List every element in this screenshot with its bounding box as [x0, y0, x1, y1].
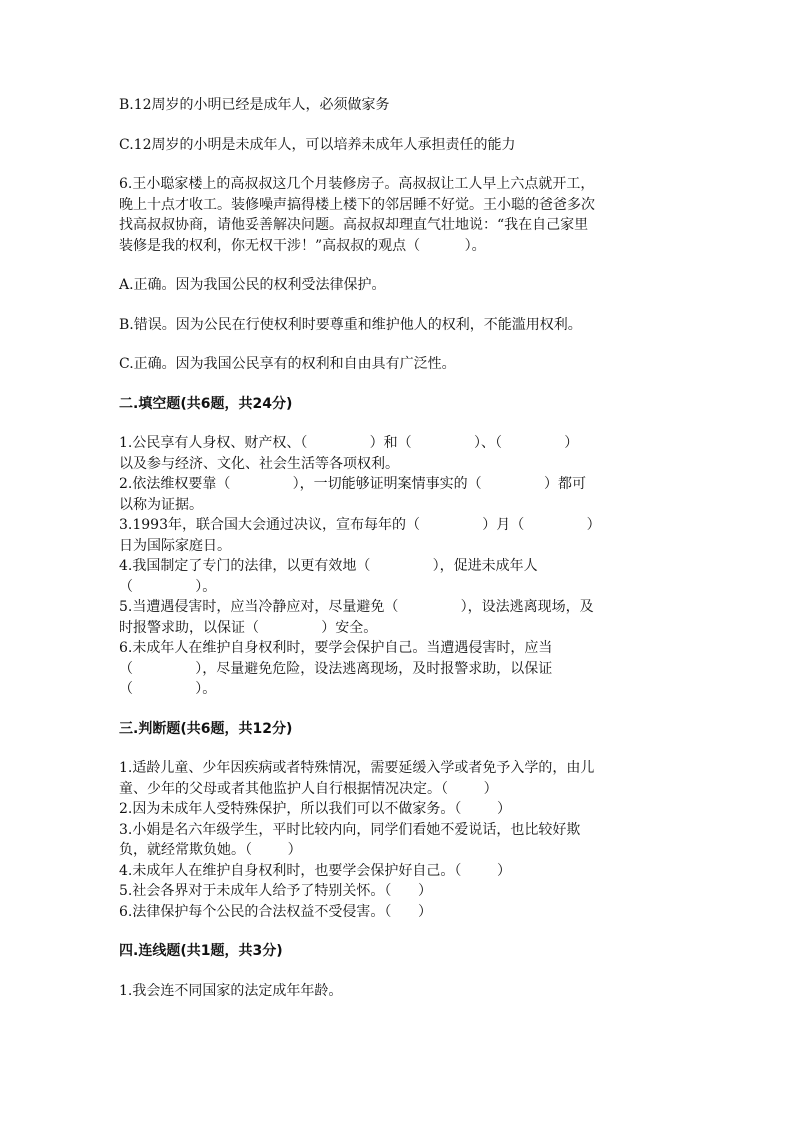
- fill-blank-line: 以称为证据。: [119, 496, 203, 513]
- fill-blank-line: 1.公民享有人身权、财产权、（ ）和（ ）、（ ）: [119, 435, 579, 451]
- fill-blank-line: （ ）。: [119, 681, 217, 697]
- q6-option-c: C.正确。因为我国公民享有的权利和自由具有广泛性。: [119, 356, 456, 372]
- section-title-true-false: 三.判断题(共6题，共12分): [119, 720, 293, 737]
- true-false-line: 4.未成年人在维护自身权利时，也要学会保护好自己。（ ）: [119, 862, 511, 879]
- true-false-line: 1.适龄儿童、少年因疾病或者特殊情况，需要延缓入学或者免予入学的，由儿: [119, 760, 595, 776]
- exam-page: [119, 95, 679, 1001]
- true-false-line: 6.法律保护每个公民的合法权益不受侵害。（ ）: [119, 903, 433, 920]
- q6-stem-line: 6.王小聪家楼上的高叔叔这几个月装修房子。高叔叔让工人早上六点就开工，: [119, 176, 595, 192]
- fill-blank-questions: [119, 433, 679, 700]
- section-title-fill-blank: 二.填空题(共6题，共24分): [119, 395, 293, 412]
- true-false-line: 童、少年的父母或者其他监护人自行根据情况决定。（ ）: [119, 780, 498, 797]
- q6-stem-line: 晚上十点才收工。装修噪声搞得楼上楼下的邻居睡不好觉。王小聪的爸爸多次: [119, 196, 595, 213]
- fill-blank-line: （ ）。: [119, 578, 217, 595]
- fill-blank-line: 6.未成年人在维护自身权利时，要学会保护自己。当遭遇侵害时，应当: [119, 640, 553, 656]
- matching-line: 1.我会连不同国家的法定成年年龄。: [119, 982, 343, 999]
- true-false-line: 5.社会各界对于未成年人给予了特别关怀。（ ）: [119, 883, 433, 899]
- true-false-line: 3.小娟是名六年级学生，平时比较内向，同学们看她不爱说话，也比较好欺: [119, 821, 581, 838]
- fill-blank-line: 2.依法维权要靠（ ），一切能够证明案情事实的（ ）都可: [119, 476, 586, 492]
- fill-blank-line: 4.我国制定了专门的法律，以更有效地（ ），促进未成年人: [119, 558, 538, 574]
- q5-option-b: B.12周岁的小明已经是成年人，必须做家务: [119, 97, 390, 113]
- fill-blank-line: （ ），尽量避免危险，设法逃离现场，及时报警求助，以保证: [119, 660, 553, 677]
- fill-blank-line: 日为国际家庭日。: [119, 537, 231, 554]
- fill-blank-line: 以及参与经济、文化、社会生活等各项权利。: [119, 455, 399, 472]
- fill-blank-line: 3.1993年，联合国大会通过决议，宣布每年的（ ）月（ ）: [119, 517, 601, 533]
- fill-blank-line: 时报警求助，以保证（ ）安全。: [119, 619, 378, 636]
- section-title-matching: 四.连线题(共1题，共3分): [119, 943, 283, 959]
- q6-option-b: B.错误。因为公民在行使权利时要尊重和维护他人的权利，不能滥用权利。: [119, 316, 582, 333]
- q6-stem-line: 找高叔叔协商，请他妥善解决问题。高叔叔却理直气壮地说：“我在自己家里: [119, 217, 589, 233]
- fill-blank-line: 5.当遭遇侵害时，应当冷静应对，尽量避免（ ），设法逃离现场，及: [119, 599, 594, 615]
- true-false-line: 2.因为未成年人受特殊保护，所以我们可以不做家务。（ ）: [119, 801, 511, 817]
- q6-stem-line: 装修是我的权利，你无权干涉！”高叔叔的观点（ ）。: [119, 237, 486, 254]
- true-false-line: 负，就经常欺负她。（ ）: [119, 842, 302, 858]
- matching-questions: [119, 981, 679, 1002]
- q6-option-a: A.正确。因为我国公民的权利受法律保护。: [119, 277, 386, 293]
- true-false-questions: [119, 758, 679, 922]
- q6-stem: [119, 174, 679, 256]
- q5-option-c: C.12周岁的小明是未成年人，可以培养未成年人承担责任的能力: [119, 136, 516, 153]
